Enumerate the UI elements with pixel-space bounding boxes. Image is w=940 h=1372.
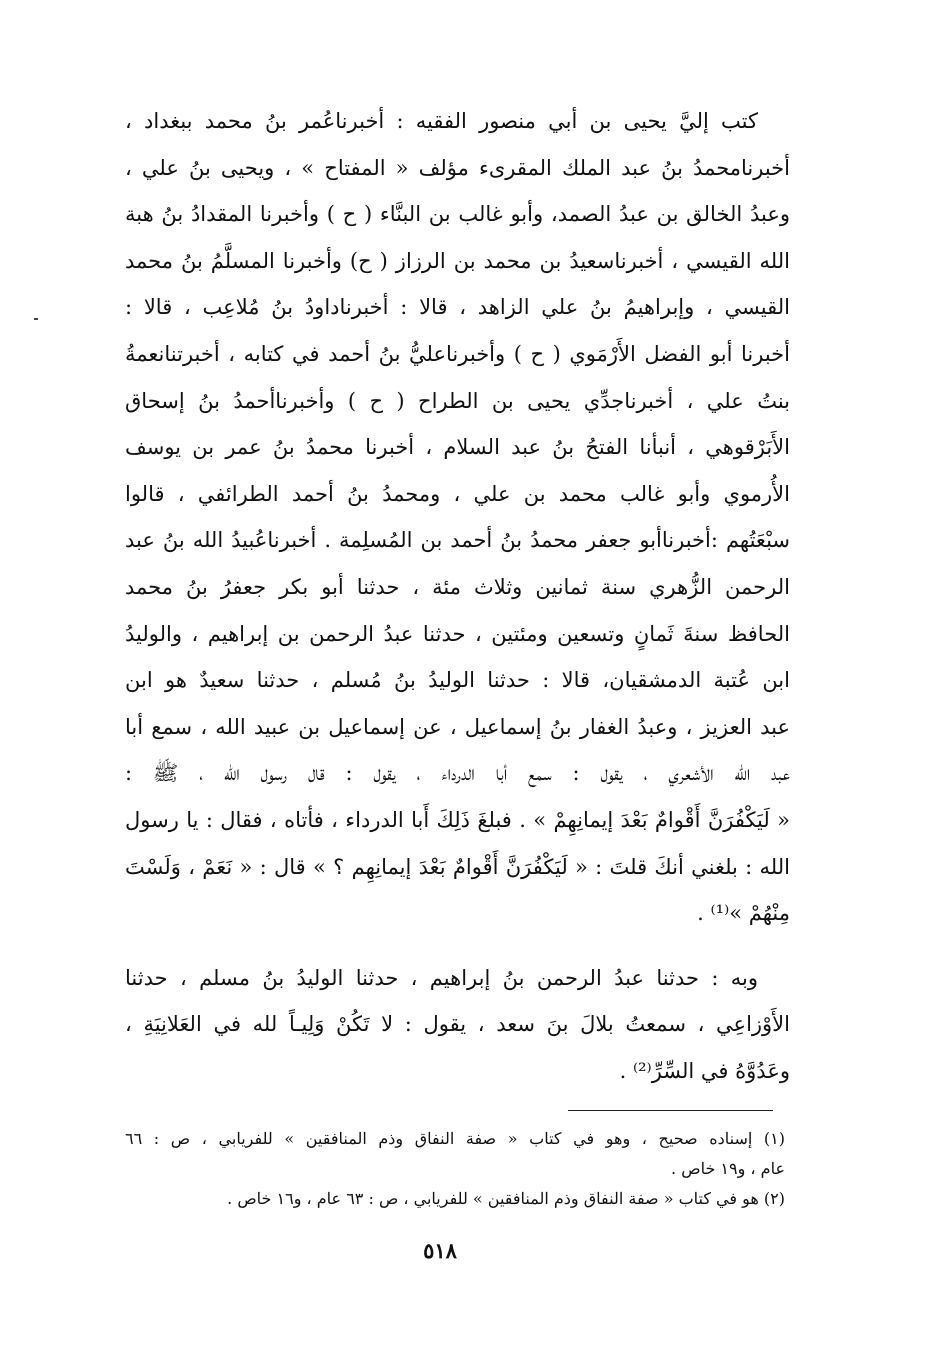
text-line: وعَدُوَّهُ في السِّرِّ⁽²⁾ . (619, 1058, 790, 1083)
text-line: سبْعَتُهم :أخبرناأبو جعفر محمدُ بنُ أحمد بن المُسلِمة . أخبرناعُبيدُ الله بنُ عبد (125, 528, 790, 553)
footnote-1-line-2: عام ، و١٩ خاص . (671, 1159, 785, 1178)
text-line: بنتُ علي ، أخبرناجدِّي يحيى بن الطراح ( ح ) وأخبرناأحمدُ بنُ إسحاق (125, 388, 790, 413)
text-line: وعبدُ الخالق بن عبدُ الصمد، وأبو غالب بن البنَّاء ( ح ) وأخبرنا المقدادُ بنُ هبة (125, 202, 790, 227)
text-line: الله القيسي ، أخبرناسعيدُ بن محمد بن الرزاز ( ح) وأخبرنا المسلَّمُ بنُ محمد (125, 248, 790, 273)
footnote-2: (٢) هو في كتاب « صفة النفاق وذم المنافقين » للفريابي ، ص : ٦٣ عام ، و١٦ خاص . (227, 1189, 785, 1208)
text-line: القيسي ، وإبراهيمُ بنُ علي الزاهد ، قالا : أخبرناداودُ بنُ مُلاعِب ، قالا : (125, 295, 790, 320)
text-line: كتب إليَّ يحيى بن أبي منصور الفقيه : أخبرناعُمر بنُ محمد ببغداد ، (125, 109, 758, 133)
text-line: مِنْهُمْ »⁽¹⁾ . (697, 901, 790, 926)
text-line: ابن عُتبة الدمشقيان، قالا : حدثنا الوليدُ بنُ مُسلم ، حدثنا سعيدٌ هو ابن (125, 668, 790, 693)
footnote-1-line-1: (١) إسناده صحيح ، وهو في كتاب « صفة النفاق وذم المنافقين » للفريابي ، ص : ٦٦ (125, 1129, 785, 1148)
main-text (125, 98, 790, 1094)
footnotes (125, 1124, 785, 1214)
text-line: الأُرموي وأبو غالب محمد بن علي ، ومحمدُ بنُ أحمد الطرائفي ، قالوا (125, 481, 790, 506)
text-line: أخبرنا أبو الفضل الأَرْمَوي ( ح ) وأخبرناعليُّ بنُ أحمد في كتابه ، أخبرتنانعمةُ (125, 341, 790, 366)
text-line: الأَوْزاعِي ، سمعتُ بلالَ بنَ سعد ، يقول : لا تَكُنْ وَلِيـاً لله في العَلانِيَةِ ، (125, 1012, 790, 1037)
text-line: الرحمن الزُّهري سنة ثمانين وثلاث مئة ، حدثنا أبو بكر جعفرُ بنُ محمد (125, 574, 790, 599)
page-number: ٥١٨ (423, 1238, 457, 1263)
text-line: الله : بلغني أنكَ قلتَ : « لَيَكْفُرَنَّ أَقْوامٌ بَعْدَ إيمانِهِم ؟ » قال : « نَعَمْ ، وَلَسْتَ (125, 854, 790, 879)
text-line: وبه : حدثنا عبدُ الرحمن بنُ إبراهيم ، حدثنا الوليدُ بنُ مسلم ، حدثنا (125, 965, 758, 990)
text-line: أخبرنامحمدُ بنُ عبد الملك المقرىء مؤلف « المفتاح » ، ويحيى بنُ علي ، (125, 155, 790, 180)
scan-speck (34, 318, 38, 320)
text-line: الحافظ سنةَ ثَمانٍ وتسعين ومئتين ، حدثنا عبدُ الرحمن بن إبراهيم ، والوليدُ (125, 621, 790, 646)
text-line: الأَبَرْقوهي ، أنبأنا الفتحُ بنُ عبد السلام ، أخبرنا محمدُ بنُ عمر بن يوسف (125, 435, 790, 460)
text-line: عبد العزيز ، وعبدُ الغفار بنُ إسماعيل ، عن إسماعيل بن عبيد الله ، سمع أبا (125, 714, 790, 739)
text-line: « لَيَكْفُرَنَّ أَقْوامٌ بَعْدَ إيمانِهِمْ » . فبلغَ ذَلِكَ أَبا الدرداء ، فأتاه ، فقال : يا رسول (125, 807, 790, 832)
text-line: عبد الله الأشعري ، يقول : سمع أبا الدرداء ، يقول : قال رسول الله ، ﷺ : (125, 761, 790, 786)
footnote-divider (568, 1110, 773, 1111)
paragraph-gap (125, 937, 790, 955)
